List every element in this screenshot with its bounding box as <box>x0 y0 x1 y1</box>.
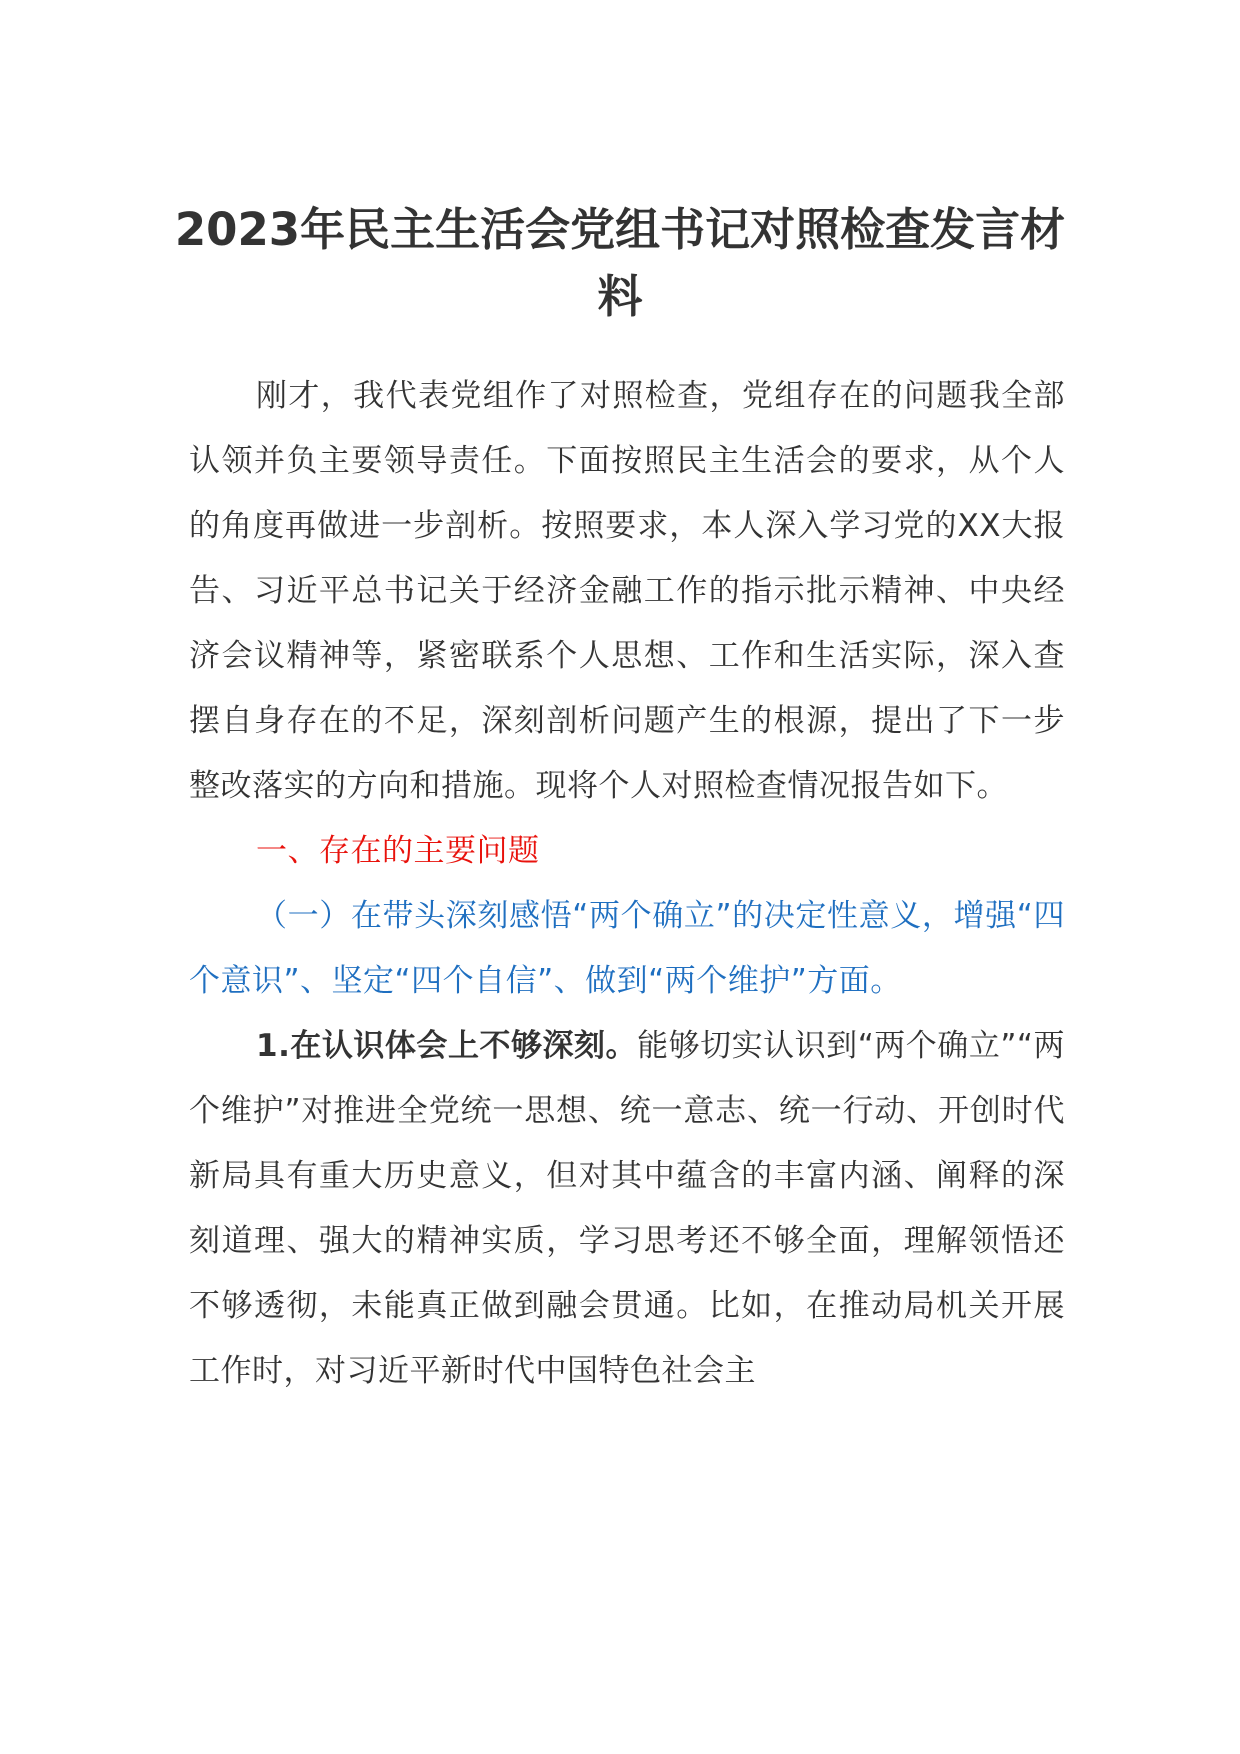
item-body: 能够切实认识到“两个确立”“两个维护”对推进全党统一思想、统一意志、统一行动、开创时代新局具有重大历史意义，但对其中蕴含的丰富内涵、阐释的深刻道理、强大的精神实质，学习思考还不够全面，理解领悟还不够透彻，未能真正做到融会贯通。比如，在推动局机关开展工作时，对习近平新时代中国特色社会主 <box>189 1028 1065 1389</box>
document-title: 2023年民主生活会党组书记对照检查发言材料 <box>174 203 1066 323</box>
document-body <box>189 364 1065 1404</box>
item-paragraph <box>189 1014 1065 1404</box>
item-lead: 1.在认识体会上不够深刻。 <box>256 1028 638 1064</box>
section-heading: 一、存在的主要问题 <box>256 833 540 869</box>
intro-paragraph: 刚才，我代表党组作了对照检查，党组存在的问题我全部认领并负主要领导责任。下面按照民主生活会的要求，从个人的角度再做进一步剖析。按照要求，本人深入学习党的XX大报告、习近平总书记关于经济金融工作的指示批示精神、中央经济会议精神等，紧密联系个人思想、工作和生活实际，深入查摆自身存在的不足，深刻剖析问题产生的根源，提出了下一步整改落实的方向和措施。现将个人对照检查情况报告如下。 <box>189 378 1065 804</box>
subsection-heading: （一）在带头深刻感悟“两个确立”的决定性意义，增强“四个意识”、坚定“四个自信”、做到“两个维护”方面。 <box>189 898 1065 999</box>
